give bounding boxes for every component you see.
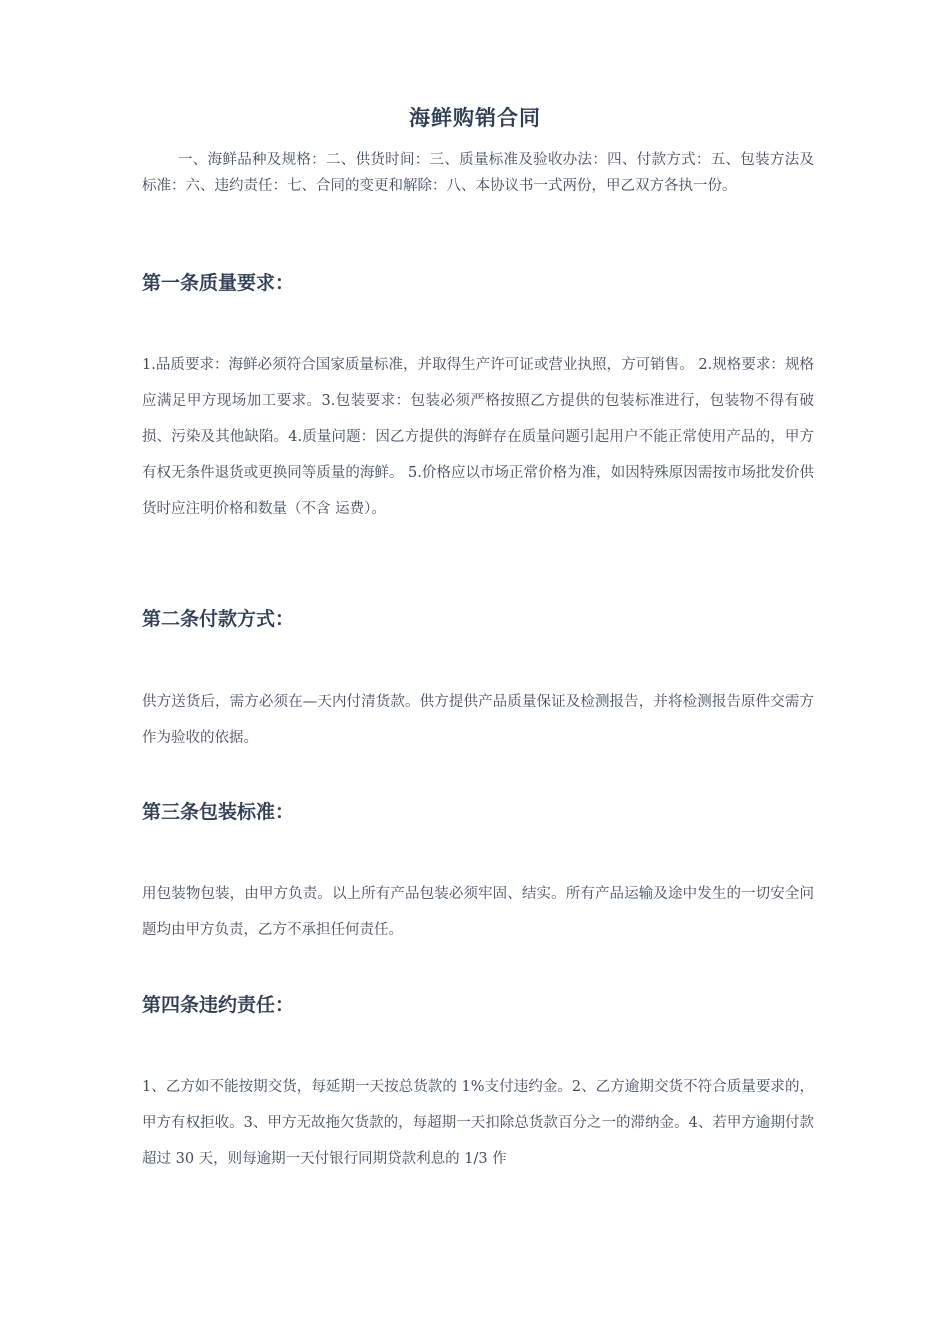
section-heading-payment: 第二条付款方式： xyxy=(142,608,295,630)
section-heading-quality: 第一条质量要求： xyxy=(142,272,295,294)
document-title: 海鲜购销合同 xyxy=(409,105,541,130)
section-body-payment: 供方送货后，需方必须在—天内付清货款。供方提供产品质量保证及检测报告，并将检测报告原件交需方作为验收的依据。 xyxy=(142,694,814,746)
section-body-liability: 1、乙方如不能按期交货，每延期一天按总货款的 1%支付违约金。2、乙方逾期交货不符合质量要求的，甲方有权拒收。3、甲方无故拖欠货款的，每超期一天扣除总货款百分之一的滞纳金。4、若甲方逾期付款超过 30 天，则每逾期一天付银行同期贷款利息的 1/3 作 xyxy=(142,1079,814,1167)
section-body-quality: 1.品质要求：海鲜必须符合国家质量标准，并取得生产许可证或营业执照，方可销售。 2.规格要求：规格应满足甲方现场加工要求。3.包装要求：包装必须严格按照乙方提供的包装标准进行，包装物不得有破损、污染及其他缺陷。4.质量问题：因乙方提供的海鲜存在质量问题引起用户不能正常使用产品的，甲方有权无条件退货或更换同等质量的海鲜。 5.价格应以市场正常价格为准，如因特殊原因需按市场批发价供货时应注明价格和数量（不含 运费）。 xyxy=(142,357,814,517)
section-heading-packaging: 第三条包装标准： xyxy=(142,801,295,823)
section-body-packaging: 用包装物包装，由甲方负责。以上所有产品包装必须牢固、结实。所有产品运输及途中发生的一切安全问题均由甲方负责，乙方不承担任何责任。 xyxy=(142,886,814,938)
document-intro: 一、海鲜品种及规格：二、供货时间：三、质量标准及验收办法：四、付款方式：五、包装方法及标准：六、违约责任：七、合同的变更和解除：八、本协议书一式两份，甲乙双方各执一份。 xyxy=(142,152,814,194)
section-heading-liability: 第四条违约责任： xyxy=(142,994,295,1016)
